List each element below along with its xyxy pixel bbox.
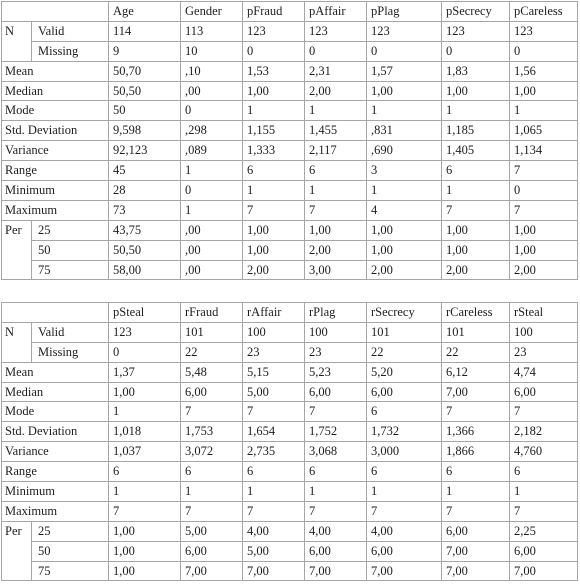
data-row — [2, 561, 578, 581]
value-cell: 1 — [510, 482, 578, 502]
data-row — [2, 101, 578, 121]
value-cell: 22 — [367, 342, 442, 362]
row-label: Std. Deviation — [2, 422, 109, 442]
value-cell: 0 — [305, 41, 367, 61]
value-cell: 1,752 — [305, 422, 367, 442]
value-cell: 5,00 — [243, 382, 305, 402]
value-cell: 1,83 — [442, 61, 510, 81]
column-header: pCareless — [510, 2, 578, 22]
value-cell: 101 — [442, 322, 510, 342]
value-cell: 7 — [510, 200, 578, 220]
value-cell: 0 — [442, 41, 510, 61]
value-cell: 50,50 — [109, 240, 181, 260]
row-label: Variance — [2, 141, 109, 161]
value-cell: 123 — [442, 21, 510, 41]
value-cell: 5,23 — [305, 362, 367, 382]
value-cell: 4,74 — [510, 362, 578, 382]
column-header: Gender — [181, 2, 243, 22]
value-cell: 2,00 — [367, 260, 442, 280]
value-cell: ,10 — [181, 61, 243, 81]
data-row — [2, 61, 578, 81]
value-cell: 1,018 — [109, 422, 181, 442]
value-cell: 1,56 — [510, 61, 578, 81]
data-row — [2, 382, 578, 402]
value-cell: 6,12 — [442, 362, 510, 382]
value-cell: 45 — [109, 161, 181, 181]
data-row — [2, 541, 578, 561]
value-cell: 7 — [243, 402, 305, 422]
corner-cell — [2, 303, 109, 323]
value-cell: 1,00 — [367, 240, 442, 260]
value-cell: 9,598 — [109, 121, 181, 141]
value-cell: ,00 — [181, 260, 243, 280]
value-cell: 1,57 — [367, 61, 442, 81]
value-cell: 1,155 — [243, 121, 305, 141]
value-cell: 1,405 — [442, 141, 510, 161]
data-row — [2, 442, 578, 462]
value-cell: 1 — [109, 482, 181, 502]
row-label: Median — [2, 81, 109, 101]
value-cell: 23 — [305, 342, 367, 362]
row-sublabel: 50 — [32, 541, 109, 561]
row-sublabel: Missing — [32, 41, 109, 61]
value-cell: 9 — [109, 41, 181, 61]
value-cell: ,298 — [181, 121, 243, 141]
row-sublabel: 50 — [32, 240, 109, 260]
value-cell: 6 — [243, 462, 305, 482]
value-cell: 6 — [181, 462, 243, 482]
value-cell: 7 — [510, 402, 578, 422]
data-row — [2, 41, 578, 61]
data-row — [2, 161, 578, 181]
value-cell: 2,00 — [442, 260, 510, 280]
column-header: pSteal — [109, 303, 181, 323]
value-cell: 6 — [109, 462, 181, 482]
value-cell: 6,00 — [510, 382, 578, 402]
descriptive-statistics-table-1 — [1, 1, 578, 280]
value-cell: 1,00 — [510, 220, 578, 240]
value-cell: 1 — [367, 482, 442, 502]
value-cell: 1,732 — [367, 422, 442, 442]
column-header: rPlag — [305, 303, 367, 323]
value-cell: 6,00 — [367, 382, 442, 402]
data-row — [2, 501, 578, 521]
value-cell: 6,00 — [367, 541, 442, 561]
value-cell: 1,753 — [181, 422, 243, 442]
data-row — [2, 521, 578, 541]
row-label: Minimum — [2, 181, 109, 201]
value-cell: 1,00 — [442, 81, 510, 101]
header-row — [2, 303, 578, 323]
value-cell: 0 — [510, 41, 578, 61]
value-cell: 1,00 — [442, 220, 510, 240]
value-cell: 1 — [243, 101, 305, 121]
percentile-group-label: Per — [2, 220, 32, 280]
column-header: pFraud — [243, 2, 305, 22]
value-cell: 2,31 — [305, 61, 367, 81]
value-cell: 1 — [243, 482, 305, 502]
value-cell: 1,00 — [243, 81, 305, 101]
row-sublabel: 75 — [32, 260, 109, 280]
value-cell: 7,00 — [367, 561, 442, 581]
value-cell: 1,00 — [109, 541, 181, 561]
value-cell: 50,70 — [109, 61, 181, 81]
row-sublabel: Missing — [32, 342, 109, 362]
value-cell: 7,00 — [442, 382, 510, 402]
value-cell: 1,00 — [243, 220, 305, 240]
value-cell: 1,00 — [367, 220, 442, 240]
value-cell: ,690 — [367, 141, 442, 161]
value-cell: 7,00 — [243, 561, 305, 581]
value-cell: 7 — [243, 200, 305, 220]
value-cell: ,00 — [181, 81, 243, 101]
header-row — [2, 2, 578, 22]
value-cell: 7 — [442, 402, 510, 422]
column-header: rAffair — [243, 303, 305, 323]
value-cell: 2,00 — [243, 260, 305, 280]
value-cell: 0 — [367, 41, 442, 61]
data-row — [2, 422, 578, 442]
value-cell: 1,065 — [510, 121, 578, 141]
n-group-label: N — [2, 21, 32, 61]
value-cell: 50,50 — [109, 81, 181, 101]
value-cell: 6,00 — [181, 382, 243, 402]
value-cell: 7,00 — [305, 561, 367, 581]
data-row — [2, 362, 578, 382]
data-row — [2, 220, 578, 240]
value-cell: 0 — [243, 41, 305, 61]
value-cell: 6,00 — [510, 541, 578, 561]
row-label: Maximum — [2, 200, 109, 220]
value-cell: 2,117 — [305, 141, 367, 161]
data-row — [2, 240, 578, 260]
value-cell: 6,00 — [305, 382, 367, 402]
value-cell: 2,735 — [243, 442, 305, 462]
value-cell: 5,20 — [367, 362, 442, 382]
row-label: Mode — [2, 402, 109, 422]
data-row — [2, 141, 578, 161]
data-row — [2, 121, 578, 141]
value-cell: 7,00 — [510, 561, 578, 581]
value-cell: 5,15 — [243, 362, 305, 382]
value-cell: 0 — [181, 101, 243, 121]
data-row — [2, 181, 578, 201]
value-cell: 1,185 — [442, 121, 510, 141]
value-cell: 43,75 — [109, 220, 181, 240]
value-cell: 7,00 — [442, 541, 510, 561]
value-cell: 10 — [181, 41, 243, 61]
value-cell: 1 — [181, 161, 243, 181]
row-label: Std. Deviation — [2, 121, 109, 141]
value-cell: 7,00 — [442, 561, 510, 581]
value-cell: 1,134 — [510, 141, 578, 161]
data-row — [2, 402, 578, 422]
value-cell: 6 — [305, 462, 367, 482]
value-cell: 2,25 — [510, 521, 578, 541]
value-cell: 6 — [243, 161, 305, 181]
row-label: Mean — [2, 362, 109, 382]
value-cell: 1,00 — [109, 382, 181, 402]
column-header: pPlag — [367, 2, 442, 22]
data-row — [2, 482, 578, 502]
value-cell: 3,068 — [305, 442, 367, 462]
column-header: rFraud — [181, 303, 243, 323]
column-header: pAffair — [305, 2, 367, 22]
value-cell: 1,037 — [109, 442, 181, 462]
column-header: pSecrecy — [442, 2, 510, 22]
value-cell: 5,48 — [181, 362, 243, 382]
value-cell: 4 — [367, 200, 442, 220]
value-cell: 7 — [442, 501, 510, 521]
row-label: Maximum — [2, 501, 109, 521]
value-cell: 23 — [510, 342, 578, 362]
row-sublabel: 25 — [32, 220, 109, 240]
value-cell: 1 — [305, 482, 367, 502]
value-cell: 1,00 — [367, 81, 442, 101]
value-cell: 73 — [109, 200, 181, 220]
value-cell: 123 — [305, 21, 367, 41]
value-cell: 50 — [109, 101, 181, 121]
value-cell: 3,072 — [181, 442, 243, 462]
value-cell: 0 — [510, 181, 578, 201]
value-cell: 101 — [181, 322, 243, 342]
value-cell: 6 — [442, 161, 510, 181]
value-cell: 6,00 — [305, 541, 367, 561]
value-cell: 4,00 — [243, 521, 305, 541]
value-cell: 22 — [442, 342, 510, 362]
value-cell: ,00 — [181, 220, 243, 240]
data-row — [2, 260, 578, 280]
corner-cell — [2, 2, 109, 22]
value-cell: 1 — [243, 181, 305, 201]
value-cell: ,831 — [367, 121, 442, 141]
value-cell: 7 — [181, 402, 243, 422]
value-cell: 1,866 — [442, 442, 510, 462]
row-label: Range — [2, 161, 109, 181]
value-cell: 1,53 — [243, 61, 305, 81]
value-cell: 5,00 — [243, 541, 305, 561]
value-cell: 1,654 — [243, 422, 305, 442]
value-cell: 100 — [305, 322, 367, 342]
value-cell: 100 — [510, 322, 578, 342]
value-cell: 4,760 — [510, 442, 578, 462]
value-cell: 1 — [109, 402, 181, 422]
column-header: rSteal — [510, 303, 578, 323]
value-cell: 3 — [367, 161, 442, 181]
row-label: Mean — [2, 61, 109, 81]
value-cell: 1 — [367, 101, 442, 121]
column-header: Age — [109, 2, 181, 22]
row-label: Median — [2, 382, 109, 402]
value-cell: 1 — [442, 482, 510, 502]
value-cell: 6 — [510, 462, 578, 482]
value-cell: 7 — [442, 200, 510, 220]
value-cell: 0 — [109, 342, 181, 362]
data-row — [2, 342, 578, 362]
value-cell: 1,333 — [243, 141, 305, 161]
value-cell: 7 — [305, 402, 367, 422]
value-cell: 7 — [510, 161, 578, 181]
row-label: Variance — [2, 442, 109, 462]
value-cell: 1,455 — [305, 121, 367, 141]
value-cell: 7 — [243, 501, 305, 521]
value-cell: 6 — [367, 402, 442, 422]
value-cell: 7 — [510, 501, 578, 521]
value-cell: 114 — [109, 21, 181, 41]
value-cell: 113 — [181, 21, 243, 41]
value-cell: 7 — [305, 501, 367, 521]
value-cell: 0 — [181, 181, 243, 201]
value-cell: 123 — [109, 322, 181, 342]
value-cell: 1 — [305, 101, 367, 121]
row-sublabel: 25 — [32, 521, 109, 541]
value-cell: 1 — [442, 181, 510, 201]
value-cell: 6,00 — [181, 541, 243, 561]
value-cell: 7 — [181, 501, 243, 521]
value-cell: 123 — [510, 21, 578, 41]
value-cell: 123 — [367, 21, 442, 41]
value-cell: 101 — [367, 322, 442, 342]
value-cell: 6 — [442, 462, 510, 482]
value-cell: 123 — [243, 21, 305, 41]
value-cell: 58,00 — [109, 260, 181, 280]
n-group-label: N — [2, 322, 32, 362]
value-cell: 6 — [305, 161, 367, 181]
value-cell: 1,37 — [109, 362, 181, 382]
value-cell: 1 — [367, 181, 442, 201]
value-cell: 6,00 — [442, 521, 510, 541]
value-cell: 1 — [305, 181, 367, 201]
percentile-group-label: Per — [2, 521, 32, 581]
value-cell: 1,00 — [442, 240, 510, 260]
value-cell: 92,123 — [109, 141, 181, 161]
row-label: Minimum — [2, 482, 109, 502]
value-cell: 1,00 — [510, 81, 578, 101]
row-sublabel: 75 — [32, 561, 109, 581]
value-cell: 22 — [181, 342, 243, 362]
value-cell: 6 — [367, 462, 442, 482]
value-cell: 1,00 — [109, 521, 181, 541]
value-cell: 5,00 — [181, 521, 243, 541]
row-sublabel: Valid — [32, 21, 109, 41]
data-row — [2, 322, 578, 342]
value-cell: 3,000 — [367, 442, 442, 462]
row-sublabel: Valid — [32, 322, 109, 342]
row-label: Mode — [2, 101, 109, 121]
value-cell: 1,00 — [109, 561, 181, 581]
value-cell: 7 — [305, 200, 367, 220]
value-cell: 1,00 — [243, 240, 305, 260]
value-cell: 1,00 — [510, 240, 578, 260]
value-cell: 2,00 — [305, 240, 367, 260]
data-row — [2, 462, 578, 482]
value-cell: 4,00 — [305, 521, 367, 541]
value-cell: 1 — [442, 101, 510, 121]
data-row — [2, 200, 578, 220]
value-cell: 100 — [243, 322, 305, 342]
value-cell: 23 — [243, 342, 305, 362]
data-row — [2, 21, 578, 41]
column-header: rCareless — [442, 303, 510, 323]
value-cell: 4,00 — [367, 521, 442, 541]
descriptive-statistics-table-2 — [1, 302, 578, 581]
value-cell: 1,00 — [305, 220, 367, 240]
value-cell: ,089 — [181, 141, 243, 161]
value-cell: 7,00 — [181, 561, 243, 581]
value-cell: 7 — [109, 501, 181, 521]
value-cell: 1 — [181, 200, 243, 220]
value-cell: 7 — [367, 501, 442, 521]
column-header: rSecrecy — [367, 303, 442, 323]
value-cell: 2,182 — [510, 422, 578, 442]
value-cell: 1,366 — [442, 422, 510, 442]
value-cell: 28 — [109, 181, 181, 201]
value-cell: 2,00 — [510, 260, 578, 280]
value-cell: 3,00 — [305, 260, 367, 280]
value-cell: ,00 — [181, 240, 243, 260]
value-cell: 2,00 — [305, 81, 367, 101]
value-cell: 1 — [181, 482, 243, 502]
data-row — [2, 81, 578, 101]
value-cell: 1 — [510, 101, 578, 121]
row-label: Range — [2, 462, 109, 482]
